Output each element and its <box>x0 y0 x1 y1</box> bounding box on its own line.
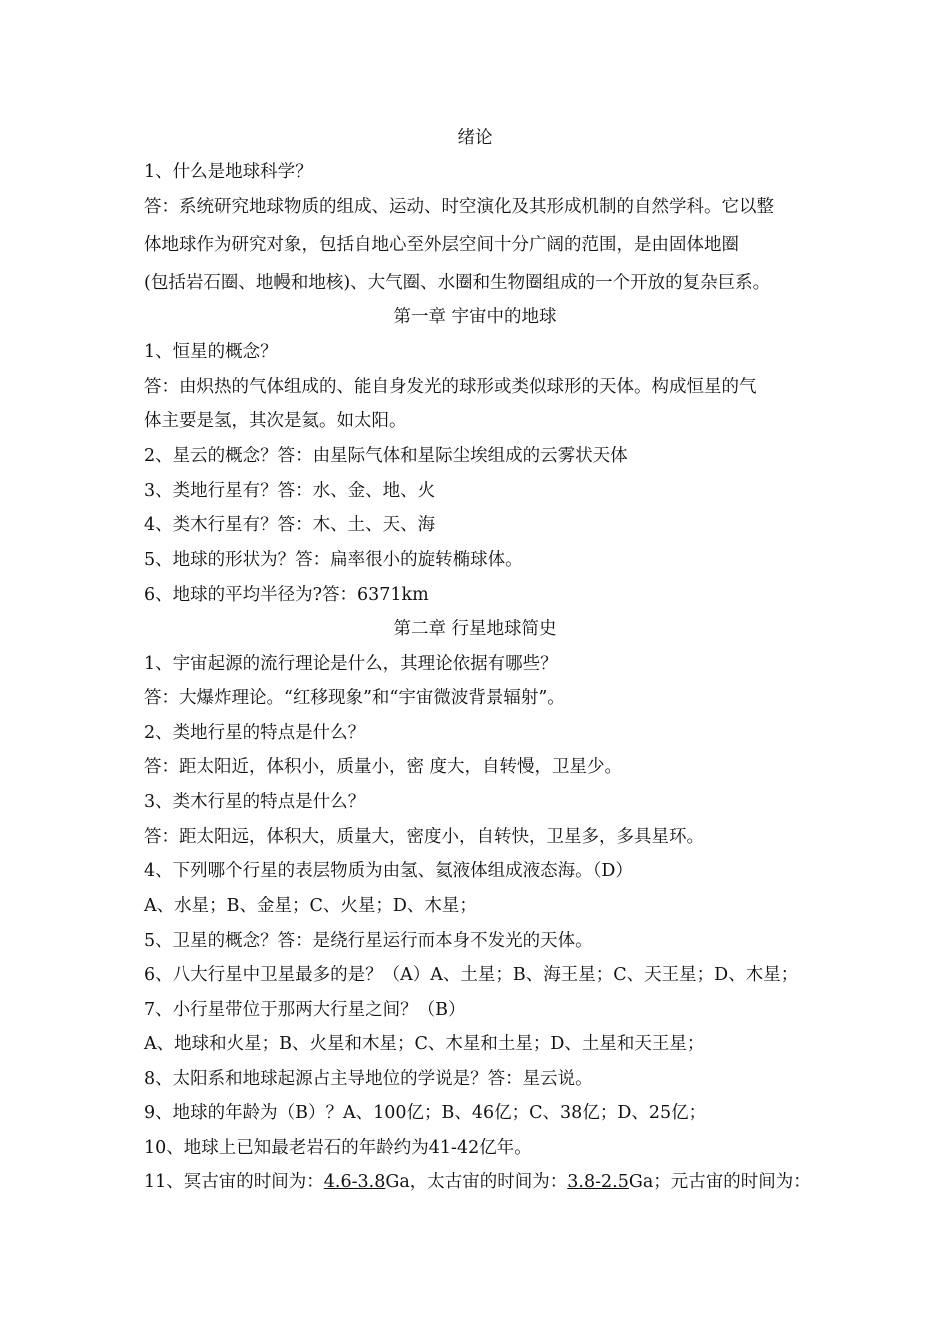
underlined-answer: 4.6-3.8 <box>323 1172 386 1192</box>
options-line: A、水星；B、金星；C、火星；D、木星； <box>144 896 477 916</box>
question-line: 7、小行星带位于那两大行星之间？（B） <box>144 1000 466 1020</box>
question-line: 5、地球的形状为？答：扁率很小的旋转椭球体。 <box>144 550 523 570</box>
underlined-answer: 3.8-2.5 <box>567 1172 629 1192</box>
answer-line: 体地球作为研究对象，包括自地心至外层空间十分广阔的范围，是由固体地圈 <box>144 235 739 255</box>
chapter-2-heading: 第二章 行星地球简史 <box>393 619 557 639</box>
answer-line: 答：距太阳远，体积大，质量大，密度小，自转快，卫星多，多具星环。 <box>144 827 704 847</box>
text-segment: 11、冥古宙的时间为： <box>144 1172 324 1192</box>
question-line: 8、太阳系和地球起源占主导地位的学说是？答：星云说。 <box>144 1069 593 1089</box>
question-line: 4、下列哪个行星的表层物质为由氢、氦液体组成液态海。（D） <box>144 861 633 881</box>
text-segment: Ga，太古宙的时间为： <box>385 1172 568 1192</box>
question-line: 1、恒星的概念？ <box>144 342 278 362</box>
answer-line: 答：系统研究地球物质的组成、运动、时空演化及其形成机制的自然学科。它以整 <box>144 197 774 217</box>
question-line: 2、类地行星的特点是什么？ <box>144 723 366 743</box>
question-line: 4、类木行星有？答：木、土、天、海 <box>144 515 436 535</box>
question-intro-1: 1、什么是地球科学？ <box>144 162 313 182</box>
answer-line: 答：由炽热的气体组成的、能自身发光的球形或类似球形的天体。构成恒星的气 <box>144 377 757 397</box>
question-line: 6、八大行星中卫星最多的是？（A）A、土星；B、海王星；C、天王星；D、木星； <box>144 965 799 985</box>
question-line: 3、类地行星有？答：水、金、地、火 <box>144 481 436 501</box>
answer-line: 答：大爆炸理论。“红移现象”和“宇宙微波背景辐射”。 <box>144 688 565 708</box>
question-line: 6、地球的平均半径为?答：6371km <box>144 585 429 605</box>
question-line: 10、地球上已知最老岩石的年龄约为41-42亿年。 <box>144 1138 532 1158</box>
question-line-11 <box>144 1170 811 1194</box>
question-line: 3、类木行星的特点是什么？ <box>144 792 366 812</box>
question-line: 9、地球的年龄为（B）？A、100亿；B、46亿；C、38亿；D、25亿； <box>144 1103 707 1123</box>
page-title: 绪论 <box>457 128 493 148</box>
answer-line: 体主要是氢，其次是氦。如太阳。 <box>144 411 407 431</box>
question-line: 1、宇宙起源的流行理论是什么，其理论依据有哪些？ <box>144 654 558 674</box>
chapter-1-heading: 第一章 宇宙中的地球 <box>393 307 557 327</box>
question-line: 5、卫星的概念？答：是绕行星运行而本身不发光的天体。 <box>144 931 593 951</box>
options-line: A、地球和火星；B、火星和木星；C、木星和土星；D、土星和天王星； <box>144 1034 705 1054</box>
question-line: 2、星云的概念？答：由星际气体和星际尘埃组成的云雾状天体 <box>144 446 628 466</box>
answer-line: 答：距太阳近，体积小，质量小，密 度大，自转慢，卫星少。 <box>144 757 623 777</box>
answer-line: (包括岩石圈、地幔和地核)、大气圈、水圈和生物圈组成的一个开放的复杂巨系。 <box>144 273 771 293</box>
text-segment: Ga；元古宙的时间为： <box>628 1172 811 1192</box>
